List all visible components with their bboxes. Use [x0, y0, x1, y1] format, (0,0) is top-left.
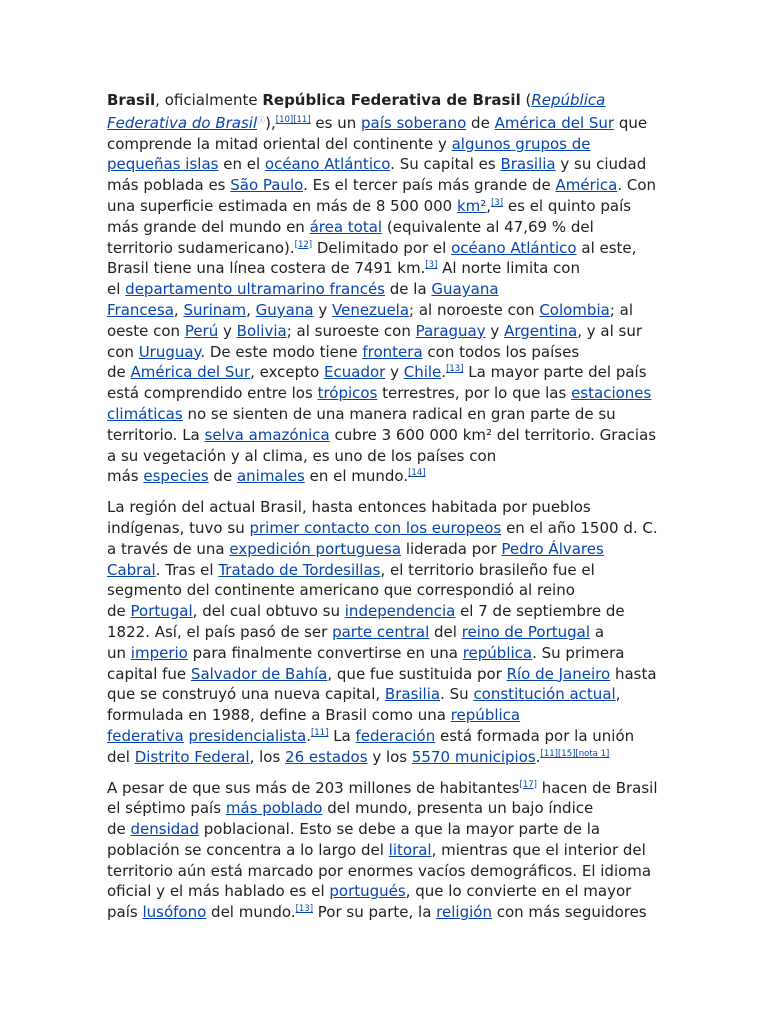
- article-link[interactable]: independencia: [344, 602, 456, 621]
- reference-link[interactable]: [14]: [408, 468, 426, 479]
- article-link[interactable]: república: [450, 706, 521, 725]
- text-run: La mayor parte del país: [463, 363, 647, 382]
- text-run: La región del actual Brasil, hasta entonces habitada por pueblos: [107, 498, 591, 517]
- article-link[interactable]: Federativa do Brasil: [107, 113, 258, 132]
- text-run: , oficialmente: [155, 91, 263, 109]
- article-link[interactable]: Guyana: [255, 300, 314, 319]
- article-link[interactable]: animales: [236, 467, 305, 486]
- text-run: de: [107, 363, 131, 382]
- text-run: ,: [615, 685, 621, 704]
- text-line: [107, 258, 677, 279]
- text-line: [107, 819, 677, 840]
- text-run: . Su primera: [532, 643, 625, 662]
- text-line: [107, 279, 677, 300]
- text-run: (: [520, 91, 532, 109]
- article-link[interactable]: más poblado: [225, 799, 323, 818]
- reference-sup: [575, 749, 609, 759]
- article-link[interactable]: Uruguay: [138, 342, 201, 361]
- text-run: a: [590, 622, 605, 641]
- reference-sup: [293, 115, 310, 125]
- article-link[interactable]: Guayana: [431, 280, 499, 299]
- text-run: cubre 3 600 000 km² del territorio. Gracias: [329, 425, 657, 444]
- article-link[interactable]: Salvador de Bahía: [190, 664, 328, 683]
- text-run: , del cual obtuvo su: [192, 602, 345, 621]
- text-run: es el quinto país: [503, 196, 632, 215]
- text-run: formulada en 1988, define a Brasil como una: [107, 706, 451, 725]
- text-run: del mundo, presenta un bajo índice: [322, 799, 594, 818]
- text-run: territorio. La: [107, 425, 205, 444]
- reference-link[interactable]: [10]: [275, 114, 294, 125]
- article-link[interactable]: océano Atlántico: [264, 155, 391, 174]
- text-run: . Con: [617, 176, 657, 195]
- text-run: de: [466, 113, 495, 132]
- text-run: A pesar de que sus más de 203 millones de habitantes: [107, 778, 520, 797]
- article-link[interactable]: imperio: [130, 643, 188, 662]
- text-line: [107, 90, 677, 111]
- article-link[interactable]: Ecuador: [324, 363, 386, 382]
- pronunciation-icon[interactable]: ⓘ: [257, 115, 266, 125]
- text-run: de: [208, 467, 237, 486]
- text-run: .: [535, 747, 541, 766]
- reference-sup: [541, 749, 558, 759]
- article-link[interactable]: Brasilia: [500, 155, 556, 174]
- reference-sup: [296, 904, 313, 914]
- reference-link[interactable]: [11]: [293, 114, 311, 125]
- reference-link[interactable]: [11]: [310, 727, 329, 738]
- article-link[interactable]: religión: [436, 903, 492, 922]
- text-run: con: [107, 342, 139, 361]
- article-link[interactable]: 5570 municipios: [411, 747, 536, 766]
- text-run: que: [614, 113, 648, 132]
- text-run: . Es el tercer país más grande de: [303, 176, 556, 195]
- article-link[interactable]: estaciones: [571, 384, 652, 403]
- article-link[interactable]: lusófono: [142, 903, 207, 922]
- text-run: ; al: [609, 300, 633, 319]
- article-link[interactable]: climáticas: [107, 404, 183, 423]
- text-run: a través de una: [107, 539, 230, 558]
- text-run: del mundo.: [206, 903, 296, 922]
- text-run: y los: [367, 747, 412, 766]
- text-run: segmento del continente americano que correspondió al reino: [107, 581, 575, 600]
- text-run: hacen de Brasil: [536, 778, 658, 797]
- text-run: . Su: [440, 685, 474, 704]
- text-run: y su ciudad: [555, 155, 647, 174]
- text-line: [107, 518, 677, 539]
- text-run: territorio sudamericano).: [107, 238, 295, 257]
- article-link[interactable]: Brasilia: [384, 685, 441, 704]
- text-run: y: [313, 300, 332, 319]
- text-run: país: [107, 903, 143, 922]
- reference-sup: [408, 468, 425, 478]
- article-link[interactable]: Colombia: [539, 300, 610, 319]
- text-run: Delimitado por el: [312, 238, 452, 257]
- article-link[interactable]: pequeñas islas: [107, 155, 219, 174]
- text-run: con todos los países: [422, 342, 580, 361]
- text-line: [107, 404, 677, 425]
- article-link[interactable]: Francesa: [107, 300, 174, 319]
- article-link[interactable]: océano Atlántico: [451, 238, 577, 257]
- reference-sup: [311, 728, 328, 738]
- article-link[interactable]: República: [531, 91, 606, 109]
- text-run: ),: [265, 113, 276, 132]
- text-line: [107, 684, 677, 705]
- article-link[interactable]: selva amazónica: [204, 425, 330, 444]
- text-line: [107, 425, 677, 446]
- reference-sup: [425, 260, 437, 270]
- article-link[interactable]: Río de Janeiro: [506, 664, 611, 683]
- text-run: está formada por la unión: [435, 726, 635, 745]
- text-line: [107, 622, 677, 643]
- reference-link[interactable]: [13]: [446, 364, 464, 375]
- article-link[interactable]: área total: [309, 217, 383, 236]
- article-link[interactable]: litoral: [388, 840, 432, 859]
- text-run: .: [306, 726, 311, 745]
- text-run: en el mundo.: [304, 467, 409, 486]
- article-link[interactable]: Venezuela: [332, 300, 410, 319]
- article-link[interactable]: Paraguay: [415, 321, 486, 340]
- reference-sup: [446, 364, 463, 374]
- text-run: .: [441, 363, 447, 382]
- text-run: ; al noroeste con: [409, 300, 540, 319]
- article-link[interactable]: Tratado de Tordesillas: [218, 560, 381, 579]
- text-run: , el territorio brasileño fue el: [380, 560, 595, 579]
- article-link[interactable]: Surinam: [183, 300, 247, 319]
- reference-sup: [295, 240, 312, 250]
- article-link[interactable]: Distrito Federal: [134, 747, 250, 766]
- text-run: , excepto: [250, 363, 325, 382]
- text-run: no se sienten de una manera radical en gran parte de su: [182, 404, 616, 423]
- text-run: está comprendido entre los: [107, 384, 318, 403]
- article-link[interactable]: presidencialista: [188, 726, 307, 745]
- text-run: del: [107, 747, 135, 766]
- text-run: . De este modo tiene: [200, 342, 363, 361]
- article-paragraph: [107, 497, 677, 767]
- text-run: . Tras el: [155, 560, 219, 579]
- article-link[interactable]: 26 estados: [285, 747, 368, 766]
- text-run: para finalmente convertirse en una: [187, 643, 463, 662]
- reference-link[interactable]: [3]: [491, 197, 504, 208]
- reference-sup: [491, 198, 503, 208]
- text-run: ; al suroeste con: [286, 321, 416, 340]
- text-line: [107, 154, 677, 175]
- article-link[interactable]: algunos grupos de: [451, 134, 591, 153]
- article-link[interactable]: Chile: [403, 363, 442, 382]
- text-line: [107, 881, 677, 902]
- text-run: ,: [173, 300, 184, 319]
- text-line: [107, 446, 677, 467]
- text-line: [107, 362, 677, 383]
- text-line: [107, 175, 677, 196]
- reference-link[interactable]: [11]: [540, 748, 558, 759]
- text-run: más: [107, 467, 144, 486]
- text-line: [107, 300, 677, 321]
- article-link[interactable]: América del Sur: [494, 113, 615, 132]
- text-run: La: [328, 726, 356, 745]
- text-run: una superficie estimada en más de 8 500 000: [107, 196, 457, 215]
- article-link[interactable]: Cabral: [107, 560, 156, 579]
- text-run: 1822. Así, el país pasó de ser: [107, 622, 333, 641]
- text-run: Brasil tiene una línea costera de 7491 km.: [107, 259, 426, 278]
- bold-term: Brasil: [107, 91, 156, 109]
- text-run: poblacional. Esto se debe a que la mayor parte de la: [199, 820, 601, 839]
- text-run: , que lo convierte en el mayor: [405, 882, 632, 901]
- reference-link[interactable]: [nota 1]: [575, 748, 610, 759]
- article-link[interactable]: departamento ultramarino francés: [125, 280, 385, 299]
- text-run: el: [107, 280, 126, 299]
- text-run: indígenas, tuvo su: [107, 518, 250, 537]
- article-body: [107, 90, 677, 933]
- text-line: [107, 217, 677, 238]
- article-link[interactable]: frontera: [362, 342, 423, 361]
- text-run: terrestres, por lo que las: [377, 384, 572, 403]
- text-line: [107, 840, 677, 861]
- reference-link[interactable]: [3]: [425, 260, 438, 271]
- text-run: , los: [249, 747, 286, 766]
- text-line: [107, 238, 677, 259]
- article-link[interactable]: São Paulo: [230, 176, 304, 195]
- article-link[interactable]: república: [462, 643, 533, 662]
- text-line: [107, 497, 677, 518]
- article-paragraph: [107, 90, 677, 487]
- text-run: oeste con: [107, 321, 185, 340]
- reference-link[interactable]: [12]: [294, 239, 313, 250]
- reference-sup: [276, 115, 293, 125]
- article-link[interactable]: Argentina: [504, 321, 578, 340]
- text-line: [107, 705, 677, 726]
- article-link[interactable]: especies: [143, 467, 209, 486]
- text-run: y: [218, 321, 237, 340]
- text-run: más grande del mundo en: [107, 217, 310, 236]
- article-link[interactable]: América: [555, 176, 618, 195]
- text-run: y: [485, 321, 505, 340]
- text-line: [107, 747, 677, 768]
- reference-link[interactable]: [15]: [557, 748, 576, 759]
- text-run: ,: [246, 300, 256, 319]
- text-run: territorio aún está marcado por enormes vacíos demográficos. El idioma: [107, 861, 652, 880]
- text-run: Por su parte, la: [313, 903, 437, 922]
- text-run: es un: [310, 113, 362, 132]
- text-line: [107, 861, 677, 882]
- text-run: y: [385, 363, 404, 382]
- article-link[interactable]: constitución actual: [473, 685, 616, 704]
- text-line: [107, 383, 677, 404]
- text-run: liderada por: [401, 539, 502, 558]
- text-line: [107, 580, 677, 601]
- text-run: oficial y el más hablado es el: [107, 882, 330, 901]
- text-line: [107, 196, 677, 217]
- text-run: el séptimo país: [107, 799, 226, 818]
- text-run: (equivalente al 47,69 % del: [382, 217, 594, 236]
- article-link[interactable]: federativa: [107, 726, 184, 745]
- text-run: , y al sur: [577, 321, 643, 340]
- text-line: [107, 342, 677, 363]
- text-line: [107, 321, 677, 342]
- text-run: más poblada es: [107, 176, 231, 195]
- text-run: hasta: [610, 664, 657, 683]
- text-run: de la: [385, 280, 432, 299]
- text-run: con más seguidores: [491, 903, 647, 922]
- article-link[interactable]: Portugal: [130, 602, 193, 621]
- article-link[interactable]: primer contacto con los europeos: [249, 518, 502, 537]
- text-line: [107, 778, 677, 799]
- bold-term: República Federativa de Brasil: [262, 91, 521, 109]
- text-line: [107, 134, 677, 155]
- text-run: de: [107, 602, 131, 621]
- text-run: comprende la mitad oriental del continente y: [107, 134, 452, 153]
- text-line: [107, 111, 677, 134]
- article-link[interactable]: América del Sur: [130, 363, 251, 382]
- text-run: población se concentra a lo largo del: [107, 840, 389, 859]
- text-run: en el: [218, 155, 265, 174]
- article-link[interactable]: expedición portuguesa: [229, 539, 402, 558]
- text-line: [107, 798, 677, 819]
- text-run: al este,: [576, 238, 637, 257]
- text-line: [107, 664, 677, 685]
- text-run: un: [107, 643, 131, 662]
- text-run: a su vegetación y al clima, es uno de los países con: [107, 446, 497, 465]
- article-link[interactable]: Perú: [184, 321, 219, 340]
- text-run: , que fue sustituida por: [327, 664, 507, 683]
- text-run: . Su capital es: [390, 155, 501, 174]
- text-line: [107, 466, 677, 487]
- article-link[interactable]: federación: [355, 726, 436, 745]
- text-run: del: [429, 622, 462, 641]
- article-link[interactable]: Pedro Álvares: [501, 539, 604, 558]
- reference-sup: [520, 780, 537, 790]
- text-run: en el año 1500 d. C.: [501, 518, 658, 537]
- text-run: , mientras que el interior del: [431, 840, 646, 859]
- reference-link[interactable]: [17]: [519, 779, 537, 790]
- text-run: ,: [486, 196, 492, 215]
- article-paragraph: [107, 778, 677, 924]
- text-line: [107, 902, 677, 923]
- article-link[interactable]: país soberano: [361, 113, 467, 132]
- text-run: de: [107, 820, 131, 839]
- text-run: Al norte limita con: [437, 259, 580, 278]
- article-link[interactable]: Bolivia: [236, 321, 287, 340]
- text-line: [107, 726, 677, 747]
- text-run: que se construyó una nueva capital,: [107, 685, 385, 704]
- article-link[interactable]: portugués: [329, 882, 406, 901]
- text-run: capital fue: [107, 664, 191, 683]
- text-line: [107, 643, 677, 664]
- article-link[interactable]: reino de Portugal: [461, 622, 591, 641]
- article-link[interactable]: parte central: [332, 622, 430, 641]
- article-link[interactable]: densidad: [130, 820, 200, 839]
- text-line: [107, 601, 677, 622]
- reference-sup: [558, 749, 575, 759]
- text-line: [107, 539, 677, 560]
- reference-link[interactable]: [13]: [295, 904, 314, 915]
- article-link[interactable]: trópicos: [317, 384, 378, 403]
- text-run: el 7 de septiembre de: [455, 602, 625, 621]
- text-line: [107, 560, 677, 581]
- article-link[interactable]: km²: [456, 196, 487, 215]
